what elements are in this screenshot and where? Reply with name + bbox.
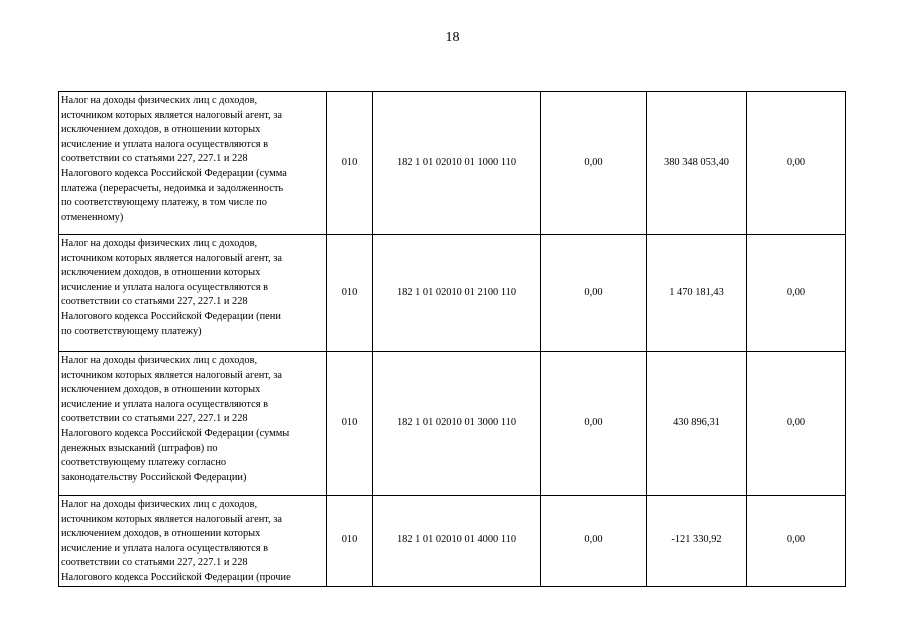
- description-line: Налогового кодекса Российской Федерации (прочие: [61, 571, 291, 583]
- kbk-code-cell: 182 1 01 02010 01 1000 110: [373, 92, 541, 235]
- amount-cell: 0,00: [747, 352, 846, 496]
- description-line: исключением доходов, в отношении которых: [61, 384, 261, 396]
- description-line: Налогового кодекса Российской Федерации (сумма: [61, 167, 287, 179]
- table-row: [59, 92, 846, 235]
- kbk-code-cell: 182 1 01 02010 01 3000 110: [373, 352, 541, 496]
- tax-revenue-table: [58, 91, 846, 587]
- description-line: Налог на доходы физических лиц с доходов,: [61, 95, 258, 106]
- amount-cell: 1 470 181,43: [647, 235, 747, 352]
- line-code-cell: 010: [327, 92, 373, 235]
- amount-cell: 0,00: [747, 235, 846, 352]
- description-line: законодательству Российской Федерации): [61, 471, 247, 483]
- description-line: исключением доходов, в отношении которых: [61, 124, 261, 136]
- description-line: по соответствующему платежу): [61, 325, 202, 337]
- amount-cell: 0,00: [541, 92, 647, 235]
- tax-description-cell: [59, 496, 327, 587]
- description-line: источником которых является налоговый агент, за: [61, 513, 282, 525]
- amount-cell: -121 330,92: [647, 496, 747, 587]
- description-line: источником которых является налоговый агент, за: [61, 109, 282, 121]
- amount-cell: 0,00: [541, 235, 647, 352]
- amount-cell: 0,00: [541, 496, 647, 587]
- tax-description-cell: [59, 92, 327, 235]
- line-code-cell: 010: [327, 352, 373, 496]
- description-line: исчисление и уплата налога осуществляются в: [61, 138, 268, 150]
- description-line: Налогового кодекса Российской Федерации (суммы: [61, 427, 290, 439]
- description-line: Налогового кодекса Российской Федерации (пени: [61, 310, 281, 322]
- description-line: по соответствующему платежу, в том числе по: [61, 197, 267, 209]
- description-line: соответствующему платежу согласно: [61, 457, 227, 469]
- description-line: исчисление и уплата налога осуществляются в: [61, 542, 268, 554]
- description-line: источником которых является налоговый агент, за: [61, 252, 282, 264]
- description-line: денежных взысканий (штрафов) по: [61, 442, 218, 454]
- amount-cell: 380 348 053,40: [647, 92, 747, 235]
- tax-description-cell: [59, 235, 327, 352]
- line-code-cell: 010: [327, 235, 373, 352]
- kbk-code-cell: 182 1 01 02010 01 4000 110: [373, 496, 541, 587]
- description-line: соответствии со статьями 227, 227.1 и 228: [61, 557, 248, 569]
- description-line: платежа (перерасчеты, недоимка и задолженность: [61, 182, 284, 194]
- description-line: Налог на доходы физических лиц с доходов,: [61, 238, 258, 249]
- line-code-cell: 010: [327, 496, 373, 587]
- description-line: исключением доходов, в отношении которых: [61, 267, 261, 279]
- amount-cell: 0,00: [747, 496, 846, 587]
- amount-cell: 430 896,31: [647, 352, 747, 496]
- description-line: источником которых является налоговый агент, за: [61, 369, 282, 381]
- description-line: отмененному): [61, 211, 124, 223]
- table-row: [59, 235, 846, 352]
- description-line: соответствии со статьями 227, 227.1 и 228: [61, 413, 248, 425]
- description-line: соответствии со статьями 227, 227.1 и 228: [61, 296, 248, 308]
- description-line: соответствии со статьями 227, 227.1 и 228: [61, 153, 248, 165]
- description-line: исчисление и уплата налога осуществляются в: [61, 398, 268, 410]
- amount-cell: 0,00: [747, 92, 846, 235]
- description-line: исчисление и уплата налога осуществляются в: [61, 281, 268, 293]
- table-row: [59, 352, 846, 496]
- description-line: исключением доходов, в отношении которых: [61, 528, 261, 540]
- page-number: 18: [445, 30, 460, 45]
- tax-description-cell: [59, 352, 327, 496]
- table-row: [59, 496, 846, 587]
- description-line: Налог на доходы физических лиц с доходов,: [61, 499, 258, 510]
- description-line: Налог на доходы физических лиц с доходов,: [61, 355, 258, 366]
- kbk-code-cell: 182 1 01 02010 01 2100 110: [373, 235, 541, 352]
- amount-cell: 0,00: [541, 352, 647, 496]
